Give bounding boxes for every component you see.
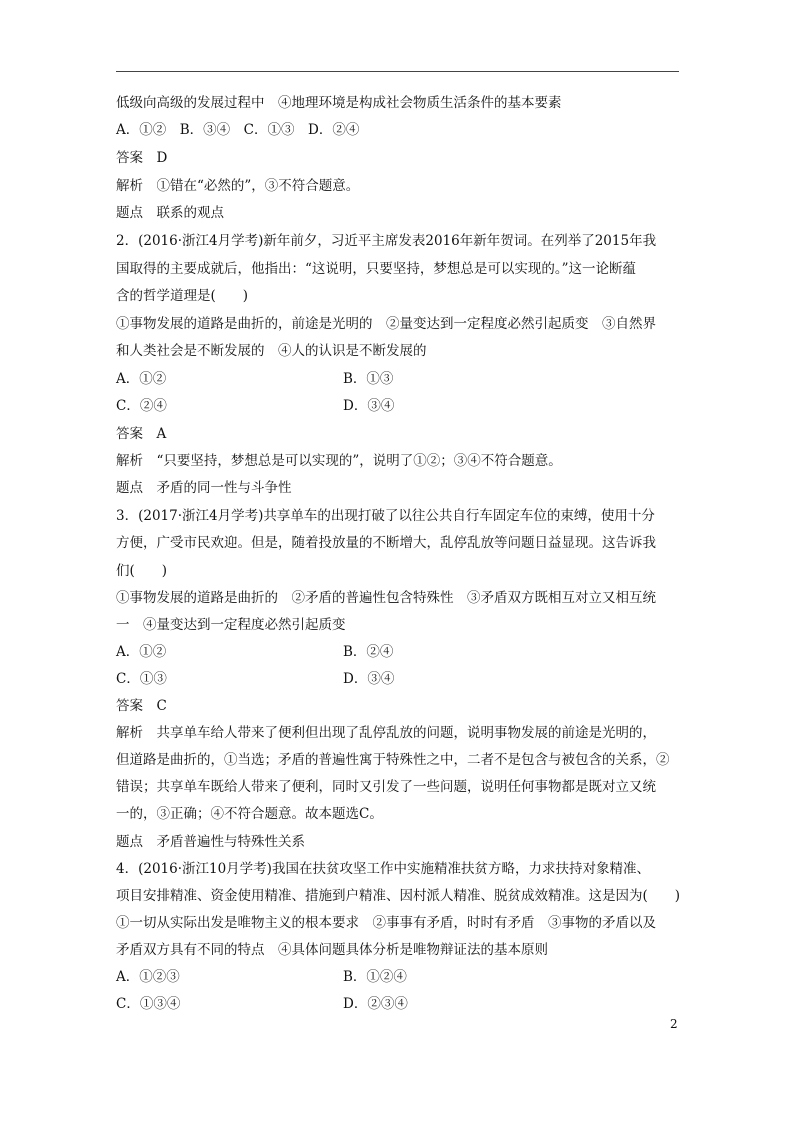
q4-option-b: B．①②④ bbox=[343, 969, 407, 985]
q3-analysis-line-3: 错误；共享单车既给人带来了便利，同时又引发了一些问题，说明任何事物都是既对立又统 bbox=[116, 779, 656, 795]
q2-stem-line-3: 含的哲学道理是( ) bbox=[116, 288, 249, 304]
q3-answer: 答案 C bbox=[116, 698, 167, 714]
q2-stem-line-1: 2．(2016·浙江4月学考)新年前夕，习近平主席发表2016年新年贺词。在列举了2015年我 bbox=[116, 233, 657, 249]
q2-statements-line-2: 和人类社会是不断发展的 ④人的认识是不断发展的 bbox=[116, 343, 427, 359]
q3-statements-line-1: ①事物发展的道路是曲折的 ②矛盾的普遍性包含特殊性 ③矛盾双方既相互对立又相互统 bbox=[116, 590, 656, 606]
q4-option-a: A．①②③ bbox=[116, 969, 180, 985]
q3-option-a: A．①② bbox=[116, 644, 167, 660]
q2-option-d: D．③④ bbox=[343, 398, 395, 414]
q2-analysis: 解析 “只要坚持，梦想总是可以实现的”，说明了①②；③④不符合题意。 bbox=[116, 453, 562, 469]
q3-option-c: C．①③ bbox=[116, 671, 167, 687]
q3-option-d: D．③④ bbox=[343, 671, 395, 687]
header-rule bbox=[116, 71, 679, 72]
q1-options: A．①② B．③④ C．①③ D．②④ bbox=[116, 122, 360, 138]
q3-analysis-line-4: 一的，③正确；④不符合题意。故本题选C。 bbox=[116, 806, 383, 822]
q2-statements-line-1: ①事物发展的道路是曲折的，前途是光明的 ②量变达到一定程度必然引起质变 ③自然界 bbox=[116, 316, 656, 332]
q3-stem-line-3: 们( ) bbox=[116, 563, 168, 579]
q2-option-a: A．①② bbox=[116, 371, 167, 387]
q4-statements-line-1: ①一切从实际出发是唯物主义的根本要求 ②事事有矛盾，时时有矛盾 ③事物的矛盾以及 bbox=[116, 915, 656, 931]
q3-analysis-line-1: 解析 共享单车给人带来了便利但出现了乱停乱放的问题，说明事物发展的前途是光明的， bbox=[116, 725, 656, 741]
q2-option-c: C．②④ bbox=[116, 398, 167, 414]
q3-option-b: B．②④ bbox=[343, 644, 394, 660]
q1-statement-continuation: 低级向高级的发展过程中 ④地理环境是构成社会物质生活条件的基本要素 bbox=[116, 95, 562, 111]
q4-stem-line-2: 项目安排精准、资金使用精准、措施到户精准、因村派人精准、脱贫成效精准。这是因为( ) bbox=[116, 888, 681, 904]
q3-statements-line-2: 一 ④量变达到一定程度必然引起质变 bbox=[116, 617, 346, 633]
q1-answer: 答案 D bbox=[116, 150, 168, 166]
q2-stem-line-2: 国取得的主要成就后，他指出：“这说明，只要坚持，梦想总是可以实现的。”这一论断蕴 bbox=[116, 261, 637, 277]
q3-stem-line-1: 3．(2017·浙江4月学考)共享单车的出现打破了以往公共自行车固定车位的束缚，使用十分 bbox=[116, 508, 655, 524]
q3-analysis-line-2: 但道路是曲折的，①当选；矛盾的普遍性寓于特殊性之中，二者不是包含与被包含的关系，② bbox=[116, 752, 670, 768]
q4-option-d: D．②③④ bbox=[343, 996, 408, 1012]
q3-topic: 题点 矛盾普遍性与特殊性关系 bbox=[116, 834, 305, 850]
q2-answer: 答案 A bbox=[116, 426, 167, 442]
q1-topic: 题点 联系的观点 bbox=[116, 205, 224, 221]
q3-stem-line-2: 方便，广受市民欢迎。但是，随着投放量的不断增大，乱停乱放等问题日益显现。这告诉我 bbox=[116, 535, 656, 551]
q2-option-b: B．①③ bbox=[343, 371, 394, 387]
q2-topic: 题点 矛盾的同一性与斗争性 bbox=[116, 480, 292, 496]
page-number: 2 bbox=[670, 1017, 678, 1031]
q4-statements-line-2: 矛盾双方具有不同的特点 ④具体问题具体分析是唯物辩证法的基本原则 bbox=[116, 942, 548, 958]
q4-option-c: C．①③④ bbox=[116, 996, 181, 1012]
q4-stem-line-1: 4．(2016·浙江10月学考)我国在扶贫攻坚工作中实施精准扶贫方略，力求扶持对象精准、 bbox=[116, 861, 650, 877]
q1-analysis: 解析 ①错在“必然的”，③不符合题意。 bbox=[116, 178, 360, 194]
